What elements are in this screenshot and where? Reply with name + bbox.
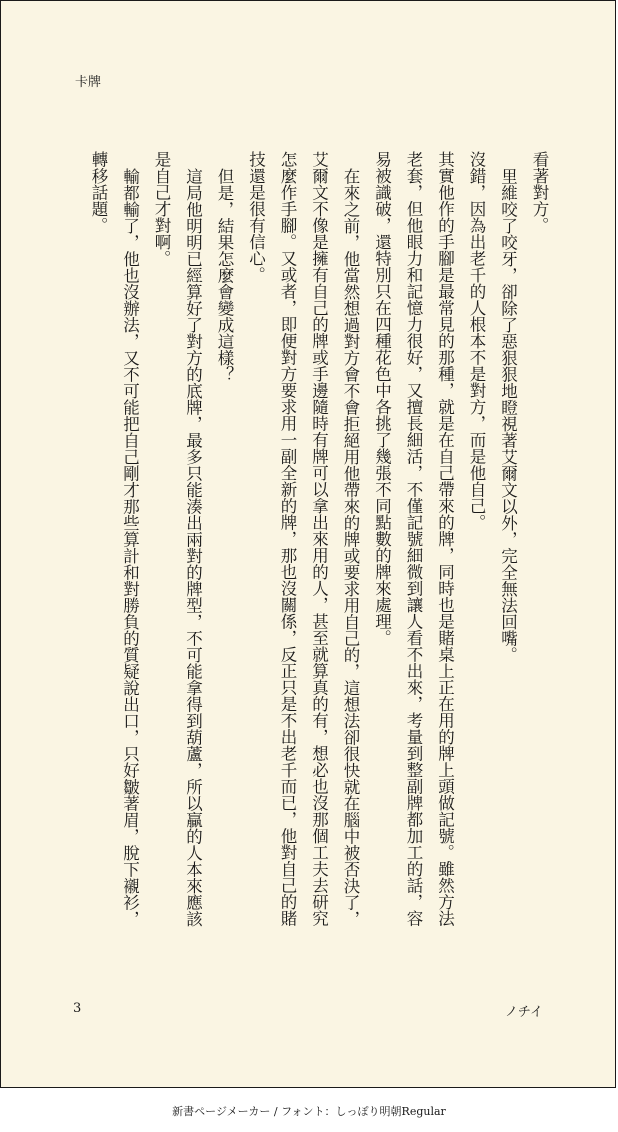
- running-header: 卡牌: [75, 75, 102, 90]
- author-name: ノチイ: [504, 1005, 543, 1020]
- paragraph-2: 里維咬了咬牙，卻除了惡狠狠地瞪視著艾爾文以外，完全無法回嘴。: [498, 167, 518, 663]
- paragraph-4: 其實他作的手腳是最常見的那種，就是在自己帶來的牌，同時也是賭桌上正在用的牌上頭做記號。雖然方法老套，但他眼力和記憶力很好，又擅長細活，不僅記號細微到讓人看不出來，考量到整副牌都加工的話，容易被識破，還特別只在四種花色中各挑了幾張不同點數的牌來處理。: [372, 151, 455, 927]
- paragraph-7: 這局他明明已經算好了對方的底牌，最多只能湊出兩對的牌型，不可能拿得到葫蘆，所以贏的人本來應該是自己才對啊。: [152, 151, 203, 927]
- body-text: [83, 151, 556, 931]
- paragraph-8: 輸都輸了，他也沒辦法，又不可能把自己剛才那些算計和對勝負的質疑說出口，只好皺著眉，脫下襯衫，轉移話題。: [89, 151, 140, 927]
- paragraph-5: 在來之前，他當然想過對方會不會拒絕用他帶來的牌或要求用自己的，這想法卻很快就在腦中被否決了，艾爾文不像是擁有自己的牌或手邊隨時有牌可以拿出來用的人，甚至就算真的有，想必也沒那個工夫去研究怎麼作手腳。又或者，即便對方要求用一副全新的牌，那也沒關係，反正只是不出老千而已，他對自己的賭技還是很有信心。: [246, 151, 360, 927]
- footer-credit: 新書ページメーカー / フォント：しっぽり明朝Regular: [172, 1105, 446, 1118]
- page-number: 3: [73, 1001, 82, 1016]
- paragraph-3: 沒錯，因為出老千的人根本不是對方，而是他自己。: [467, 151, 486, 531]
- paragraph-1: 看著對方。: [530, 151, 549, 234]
- paragraph-6: 但是，結果怎麼會變成這樣？: [215, 167, 234, 382]
